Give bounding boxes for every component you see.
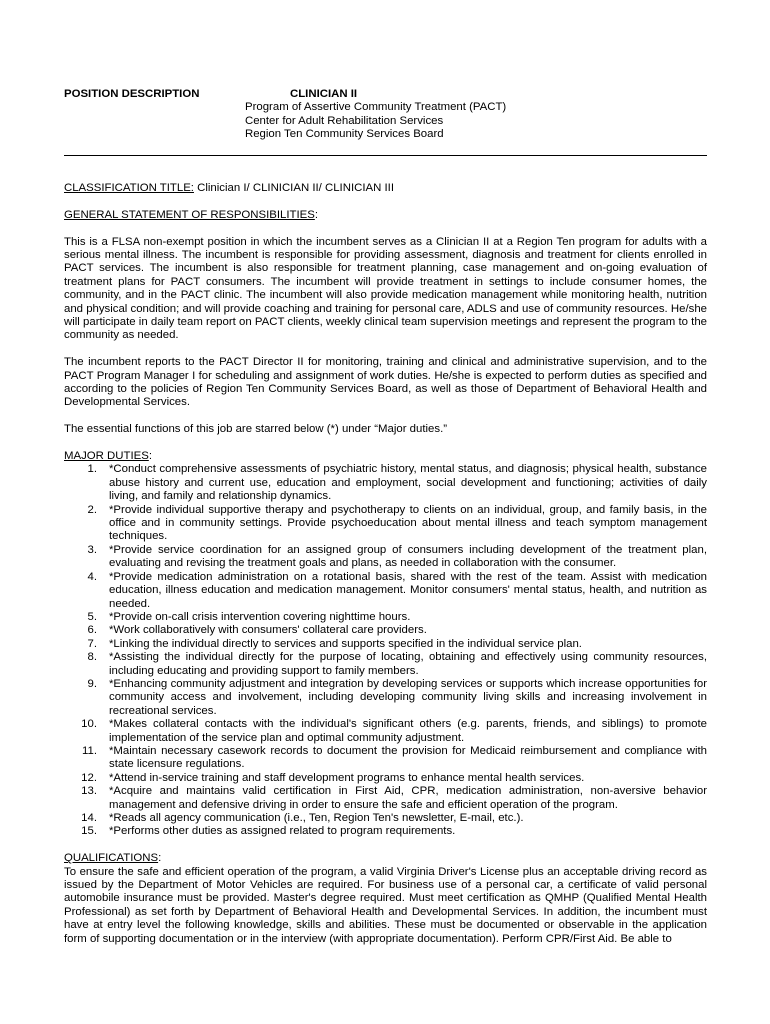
- classification-title: [64, 182, 707, 195]
- organization-lines: [245, 101, 506, 141]
- qualifications-heading: QUALIFICATIONS:: [64, 852, 162, 865]
- classification-label: CLASSIFICATION TITLE:: [64, 182, 194, 194]
- header-divider: [64, 155, 707, 156]
- board-name: Region Ten Community Services Board: [245, 128, 444, 141]
- list-item: 2. *Provide individual supportive therapy and psychotherapy to clients on an individual, group, and family basis, in the office and in community settings. Provide psychoeducation about mental illness and teach symptom management techniques.: [87, 503, 707, 543]
- list-item: 15. *Performs other duties as assigned related to program requirements.: [81, 825, 456, 838]
- list-item: 10. *Makes collateral contacts with the individual's significant others (e.g. parents, friends, and siblings) to promote implementation of the service plan and optimal community adjustment.: [81, 718, 707, 744]
- position-description-label: POSITION DESCRIPTION: [64, 88, 200, 100]
- general-statement-heading: GENERAL STATEMENT OF RESPONSIBILITIES:: [64, 208, 319, 221]
- list-item: 4. *Provide medication administration on a rotational basis, shared with the rest of the team. Assist with medication education, illness education and medication management. Monitor consumers' mental status, health, and nutrition as needed.: [87, 570, 707, 610]
- document-header: [64, 88, 707, 148]
- program-name: Program of Assertive Community Treatment (PACT): [245, 101, 507, 114]
- list-item: 1. *Conduct comprehensive assessments of psychiatric history, mental status, and diagnosis; physical health, substance abuse history and current use, education and employment, social development and functioning; activities of daily living, and family and relationship dynamics.: [87, 463, 707, 503]
- list-item: 11. *Maintain necessary casework records to document the provision for Medicaid reimbursement and compliance with state licensure regulations.: [82, 744, 707, 771]
- list-item: 14. *Reads all agency communication (i.e., Ten, Region Ten's newsletter, E-mail, etc.).: [81, 812, 524, 825]
- list-item: 13. *Acquire and maintains valid certification in First Aid, CPR, medication administration, non-aversive behavior management and defensive driving in order to ensure the safe and efficient operation of the program.: [81, 785, 707, 811]
- document-body: [64, 182, 707, 946]
- list-item: 5. *Provide on-call crisis intervention covering nighttime hours.: [87, 610, 411, 623]
- page-content: [64, 0, 707, 1024]
- list-item: 12. *Attend in-service training and staff development programs to enhance mental health services.: [81, 771, 585, 784]
- reporting-paragraph: The incumbent reports to the PACT Director II for monitoring, training and clinical and administrative supervision, and to the PACT Program Manager I for scheduling and assignment of work duties. He/she is expected to perform duties as specified and according to the policies of Region Ten Community Services Board, as well as those of Department of Behavioral Health and Developmental Services.: [64, 356, 707, 409]
- classification-value: Clinician I/ CLINICIAN II/ CLINICIAN III: [193, 182, 394, 194]
- center-name: Center for Adult Rehabilitation Services: [245, 114, 444, 127]
- list-item: 6. *Work collaboratively with consumers' collateral care providers.: [87, 624, 427, 637]
- position-title: CLINICIAN II: [290, 88, 358, 100]
- major-duties-heading: MAJOR DUTIES:: [64, 450, 152, 463]
- major-duties-list: [64, 463, 707, 838]
- qualifications-paragraph: To ensure the safe and efficient operation of the program, a valid Virginia Driver's License plus an acceptable driving record as issued by the Department of Motor Vehicles are required. For business use of a personal car, a certificate of valid personal automobile insurance must be provided. Master's degree required. Must meet certification as QMHP (Qualified Mental Health Professional) as set forth by Department of Behavioral Health and Developmental Services. In addition, the incumbent must have at entry level the following knowledge, skills and abilities. These must be documented or observable in the application form of supporting documentation or in the interview (with appropriate documentation). Perform CPR/First Aid. Be able to: [64, 865, 707, 945]
- responsibilities-paragraph: This is a FLSA non-exempt position in which the incumbent serves as a Clinician II at a Region Ten program for adults with a serious mental illness. The incumbent is responsible for providing assessment, diagnosis and treatment for clients enrolled in PACT services. The incumbent is also responsible for treatment planning, case management and on-going evaluation of treatment plans for PACT consumers. The incumbent will provide treatment in settings to include consumer homes, the community, and in the PACT clinic. The incumbent will also provide medication management while monitoring health, nutrition and physical condition; and will provide coaching and training for personal care, ADLS and use of community resources. He/she will participate in daily team report on PACT clients, weekly clinical team supervision meetings and represent the program to the community as needed.: [64, 235, 707, 342]
- list-item: 7. *Linking the individual directly to services and supports specified in the individual service plan.: [87, 637, 582, 650]
- list-item: 9. *Enhancing community adjustment and integration by developing services or supports which increase opportunities for community access and involvement, including developing community living skills and increasing involvement in recreational services.: [87, 677, 707, 717]
- list-item: 8. *Assisting the individual directly for the purpose of locating, obtaining and effectively using community resources, including educating and providing support to family members.: [87, 651, 707, 677]
- essential-functions-note: The essential functions of this job are starred below (*) under “Major duties.”: [64, 423, 448, 436]
- list-item: 3. *Provide service coordination for an assigned group of consumers including development of the treatment plan, evaluating and revising the treatment goals and plans, as needed in collaboration with the consumer.: [87, 543, 707, 570]
